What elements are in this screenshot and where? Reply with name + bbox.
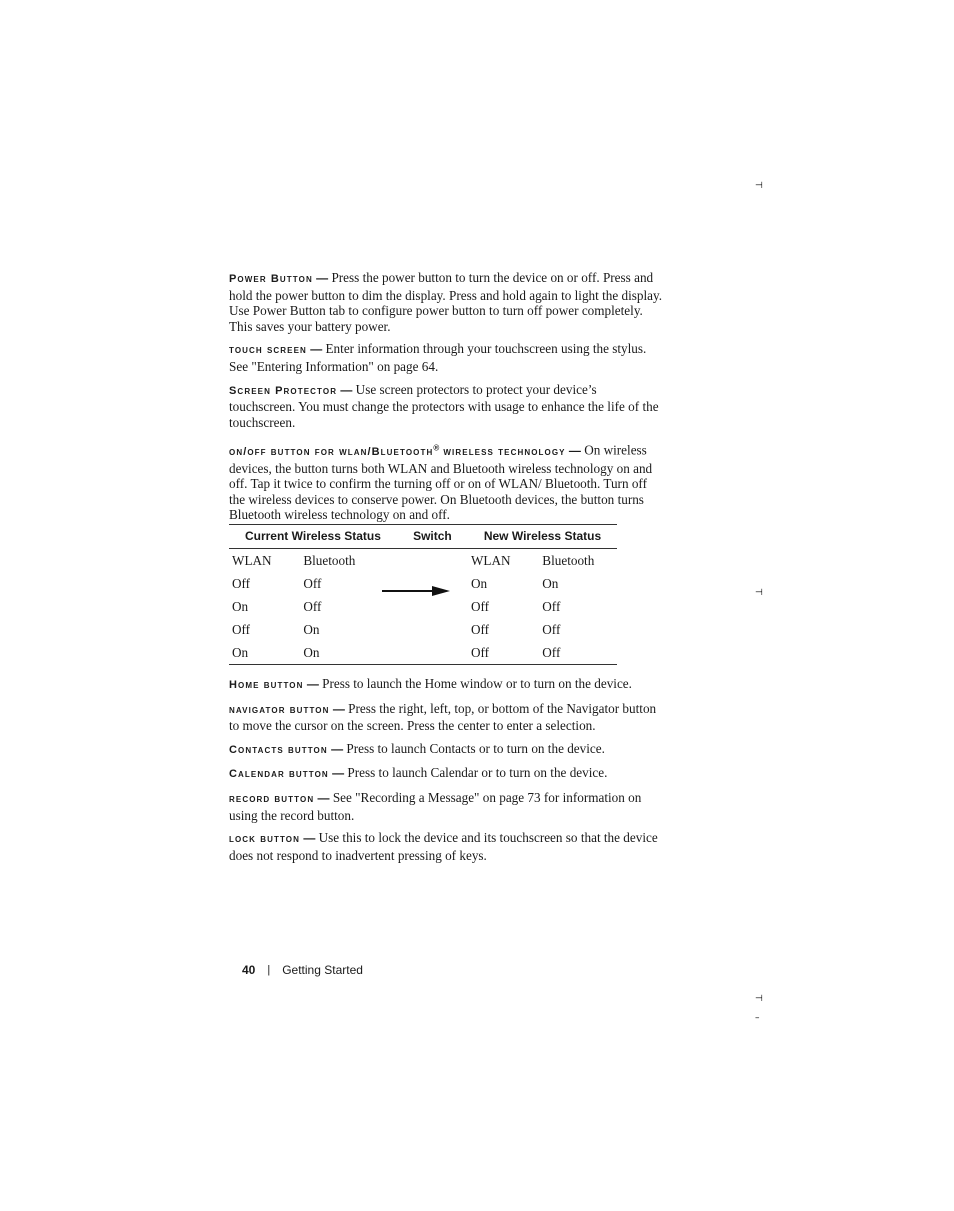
- table-cell: On: [232, 598, 249, 614]
- entry-text: Press to launch the Home window or to turn on the device.: [322, 676, 632, 691]
- entry-term: record button: [229, 792, 315, 805]
- table-cell: On: [470, 575, 488, 591]
- table-header: Switch: [397, 525, 468, 549]
- entry-text: Press the power button to turn the device on or off. Press and hold the power button to dim the display. Press and hold again to light the display. Use Power Button tab to configure power button to turn off power completely. This saves your battery power.: [229, 270, 663, 334]
- glossary-section-1: [229, 270, 665, 530]
- entry-term: Home button: [229, 679, 304, 691]
- table-subheader-row: [229, 549, 617, 573]
- table-cell: WLAN: [232, 552, 272, 568]
- table-cell: Bluetooth: [542, 552, 595, 568]
- table-cell: Bluetooth: [303, 552, 356, 568]
- footer-separator: |: [267, 964, 271, 976]
- table-row: [229, 618, 617, 641]
- entry-contacts-button: Contacts button — Press to launch Contacts or to turn on the device.: [229, 740, 605, 756]
- table-header: Current Wireless Status: [229, 525, 397, 549]
- entry-lock-button: lock button — Use this to lock the device and its touchscreen so that the device does not respond to inadvertent pressing of keys.: [229, 830, 658, 863]
- table-cell: Off: [303, 575, 322, 591]
- table-cell: Off: [232, 575, 251, 591]
- entry-term: navigator button: [229, 703, 330, 716]
- entry-text: Use screen protectors to protect your device’s touchscreen. You must change the protectors with usage to enhance the life of the touchscreen.: [229, 381, 659, 430]
- table-cell: Off: [232, 621, 251, 637]
- crop-mark-middle: ⊣: [755, 588, 763, 598]
- entry-onoff-button: on/off button for wlan/Bluetooth® wireless technology — On wireless devices, the button turns both WLAN and Bluetooth wireless technology on and off. Tap it twice to confirm the turning off or on of WLAN/ Bluetooth. Turn off the wireless devices to conserve power. On Bluetooth devices, the button turns Bluetooth wireless technology on and off.: [229, 443, 653, 523]
- entry-text: Press to launch Contacts or to turn on the device.: [346, 740, 605, 756]
- crop-mark-top: ⊣: [755, 181, 763, 191]
- entry-term: lock button: [229, 833, 301, 846]
- crop-mark-bottom: ⊣: [755, 994, 763, 1004]
- table-cell: On: [229, 641, 300, 665]
- table-header: New Wireless Status: [468, 525, 617, 549]
- entry-text: Use this to lock the device and its touchscreen so that the device does not respond to inadvertent pressing of keys.: [229, 830, 658, 863]
- crop-mark-bottom-dash: –: [755, 1013, 760, 1023]
- entry-term: Contacts button: [229, 743, 328, 756]
- entry-text: On wireless devices, the button turns both WLAN and Bluetooth wireless technology on and off. Tap it twice to confirm the turning off or on of WLAN/ Bluetooth. Turn off the wireless devices to conserve power. On Bluetooth devices, the button turns Bluetooth wireless technology on and off.: [229, 443, 653, 523]
- entry-term: Power Button: [229, 273, 313, 285]
- entry-record-button: record button — See "Recording a Message" on page 73 for information on using the record button.: [229, 789, 642, 823]
- table-cell: Off: [470, 598, 490, 614]
- entry-navigator-button: navigator button — Press the right, left, top, or bottom of the Navigator button to move the cursor on the screen. Press the center to enter a selection.: [229, 700, 657, 734]
- glossary-section-2: [229, 676, 665, 870]
- table-cell: Off: [303, 598, 322, 614]
- table-cell: WLAN: [470, 552, 511, 568]
- entry-text: Press to launch Calendar or to turn on the device.: [347, 765, 608, 781]
- entry-touch-screen: touch screen — Enter information through your touchscreen using the stylus. See "Entering Information" on page 64.: [229, 341, 647, 374]
- table-cell: Off: [539, 641, 617, 665]
- entry-text: Enter information through your touchscreen using the stylus. See "Entering Information" on page 64.: [229, 341, 647, 374]
- page-footer: [242, 963, 363, 977]
- page-number: 40: [242, 963, 256, 977]
- entry-screen-protector: Screen Protector — Use screen protectors to protect your device’s touchscreen. You must change the protectors with usage to enhance the life of the touchscreen.: [229, 381, 659, 430]
- table-cell: Off: [468, 641, 539, 665]
- table-cell: On: [542, 575, 559, 591]
- table-cell: Off: [542, 598, 561, 614]
- entry-home-button: Home button — Press to launch the Home window or to turn on the device.: [229, 676, 632, 691]
- table-cell: On: [300, 641, 397, 665]
- entry-term: touch screen: [229, 344, 307, 357]
- entry-power-button: Power Button — Press the power button to turn the device on or off. Press and hold the power button to dim the display. Press and hold again to light the display. Use Power Button tab to configure power button to turn off power completely. This saves your battery power.: [229, 270, 663, 334]
- entry-term: on/off button for wlan/Bluetooth® wireless technology: [229, 443, 566, 458]
- entry-term: Calendar button: [229, 768, 329, 781]
- table-row: [229, 641, 617, 665]
- entry-text: See "Recording a Message" on page 73 for information on using the record button.: [229, 789, 642, 823]
- table-cell: On: [303, 621, 320, 637]
- entry-term: Screen Protector: [229, 384, 338, 397]
- section-title: Getting Started: [282, 963, 363, 977]
- entry-calendar-button: Calendar button — Press to launch Calendar or to turn on the device.: [229, 765, 608, 781]
- table-cell: Off: [542, 621, 561, 637]
- table-cell: Off: [470, 621, 490, 637]
- entry-text: Press the right, left, top, or bottom of the Navigator button to move the cursor on the screen. Press the center to enter a selection.: [229, 700, 657, 734]
- arrow-right-icon: [380, 583, 454, 599]
